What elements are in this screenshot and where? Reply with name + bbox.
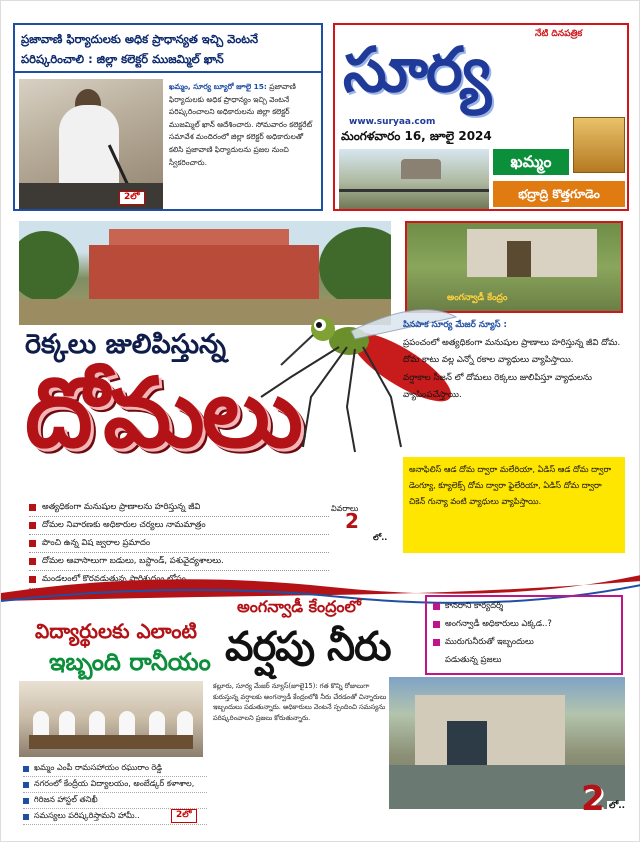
bullet-text: నగరంలో కేంద్రీయ విద్యాలయం, అంబేడ్కర్ కళాశాల, bbox=[34, 779, 195, 788]
bullet-text: కానరాని కార్యదర్శి bbox=[445, 599, 504, 610]
lead-kicker: రెక్కలు జులిపిస్తున్న bbox=[25, 329, 227, 360]
bullet-text: ఖమ్మం ఎంపీ రామసహాయం రఘురాం రెడ్డి bbox=[34, 763, 163, 772]
lead-byline: పినపాక సూర్య మేజర్ న్యూస్ : bbox=[403, 320, 507, 330]
building bbox=[415, 695, 565, 767]
bullet-square bbox=[23, 782, 29, 788]
bullet-square bbox=[29, 558, 36, 565]
fort bbox=[401, 159, 441, 179]
top-page-ref: 2లో bbox=[119, 191, 145, 205]
details-page-suffix: లో.. bbox=[373, 533, 388, 542]
bullet-square bbox=[29, 522, 36, 529]
bullet-square bbox=[23, 798, 29, 804]
bullet-text: సమస్యలు పరిష్కరిస్తామని హామీ.. bbox=[34, 811, 140, 820]
bullet-text: అత్యధికంగా మనుషుల ప్రాణాలను హరిస్తున్న జీవి bbox=[42, 501, 201, 511]
lead-paragraph: ప్రపంచంలో అత్యధికంగా మనుషుల ప్రాణాలు హరిస్తున్న జీవి దోమ. bbox=[403, 337, 621, 348]
right-story-headline-1: అంగన్వాడీ కేంద్రంలో bbox=[237, 597, 361, 616]
door bbox=[447, 721, 487, 767]
list-item bbox=[29, 535, 329, 553]
mosquito-proboscis bbox=[281, 335, 313, 365]
building-wall bbox=[467, 229, 597, 277]
details-page-number: 2 bbox=[345, 509, 359, 533]
bullet-square bbox=[23, 814, 29, 820]
top-story-body bbox=[169, 81, 319, 169]
collector-photo bbox=[19, 79, 163, 209]
railing bbox=[339, 189, 489, 192]
bullet-text: గిరిజన హాస్టల్ తనిఖీ bbox=[34, 795, 98, 804]
details-label: వివరాలు bbox=[331, 504, 359, 513]
yellow-highlight-box: అనాఫిలిస్ ఆడ దోమ ద్వారా మలేరియా, ఏడిస్ ఆడ దోమ ద్వారా డెంగ్యూ, క్యూలెక్స్ దోమ ద్వారా ఫైలేరియా, ఏడిస్ దోమ ద్వారా చికెన్ గున్యా వంటి వ్యాధులు వ్యాపిస్తాయి. bbox=[403, 457, 625, 553]
bullet-square bbox=[433, 639, 440, 646]
bullet-square bbox=[29, 504, 36, 511]
list-item bbox=[23, 761, 207, 777]
list-item bbox=[427, 651, 621, 669]
left-story-headline-2: ఇబ్బంది రానీయం bbox=[49, 647, 211, 676]
edition-secondary: భద్రాద్రి కొత్తగూడెం bbox=[493, 181, 625, 207]
bullet-text: మండలంలో కొరవడుతున్న పారిశుద్ధ్యం లోపం bbox=[42, 573, 186, 583]
masthead-date: మంగళవారం 16, జూలై 2024 bbox=[341, 129, 492, 143]
masthead-logo: సూర్య bbox=[343, 33, 490, 106]
right-page-number: 2 bbox=[581, 779, 605, 819]
temple-photo bbox=[573, 117, 625, 173]
bullet-text: అంగన్వాడీ అధికారులు ఎక్కడ..? bbox=[445, 617, 552, 628]
inspection-photo bbox=[19, 681, 203, 757]
mosquito-leg bbox=[303, 347, 347, 447]
list-item bbox=[23, 793, 207, 809]
right-story-highlights bbox=[425, 595, 623, 675]
tree bbox=[19, 231, 79, 301]
lead-body bbox=[403, 317, 625, 405]
list-item bbox=[427, 633, 621, 651]
top-story-headline: ప్రజావాణి ఫిర్యాదులకు అధిక ప్రాధాన్యత ఇచ్చి వెంటనే పరిష్కరించాలి : జిల్లా కలెక్టర్ ముజమ్మిల్ ఖాన్ bbox=[15, 25, 321, 73]
bullet-text: పొంచి ఉన్న విష జ్వరాల ప్రమాదం bbox=[42, 537, 151, 547]
edition-primary: ఖమ్మం bbox=[493, 149, 569, 175]
list-item bbox=[427, 615, 621, 633]
masthead-slogan: నేటి దినపత్రిక bbox=[535, 29, 583, 39]
top-story-dateline: ఖమ్మం, సూర్య బ్యూరో జూలై 15: bbox=[169, 82, 267, 91]
bullet-text: పడుతున్న ప్రజలు bbox=[445, 653, 502, 664]
bullet-square bbox=[29, 540, 36, 547]
list-item bbox=[23, 777, 207, 793]
bullet-text: మురుగునీరుతో ఇబ్బందులు bbox=[445, 635, 534, 646]
anganwadi-caption: అంగన్వాడీ కేంద్రం bbox=[447, 293, 508, 303]
top-story-text: ప్రజావాణి ఫిర్యాదులకు అధిక ప్రాధాన్యం ఇచ్చి వెంటనే పరిష్కరించాలని అధికారులను జిల్లా కలెక్టర్ ముజమ్మిల్ ఖాన్ ఆదేశించారు. సోమవారం కలెక్టరేట్ సమావేశ మందిరంలో జిల్లా కలెక్టర్ అధికారులతో కలిసి ప్రజావాణి ఫిర్యాదులను ప్రజల నుంచి స్వీకరించారు. bbox=[169, 82, 313, 167]
lead-paragraph: దోమ కాటు వల్ల ఎన్నో రకాల వ్యాధులు వ్యాపిస్తాయి. bbox=[403, 355, 574, 366]
mosquito-leg bbox=[347, 349, 355, 452]
masthead bbox=[333, 23, 629, 211]
mosquito-leg bbox=[261, 347, 339, 397]
bullet-square bbox=[433, 603, 440, 610]
bullet-text: దోమల నివారణకు అధికారుల చర్యలు నామమాత్రం bbox=[42, 519, 206, 529]
fort-photo bbox=[339, 149, 489, 209]
lead-paragraph: వర్షాకాల సీజన్ లో దోమలు రెక్కలు జులిపిస్తూ వ్యాధులను వ్యాపింపచేస్తాయి. bbox=[403, 372, 593, 401]
lead-title: దోమలు bbox=[25, 356, 300, 469]
door bbox=[507, 241, 531, 277]
top-story-box bbox=[13, 23, 323, 211]
right-story-body: కల్లూరు, సూర్య మేజర్ న్యూస్(జూలై15): గత కొన్ని రోజులుగా కురుస్తున్న వర్షాలకు అంగన్వాడీ కేంద్రంలోకి నీరు చేరడంతో చిన్నారులు ఇబ్బందులు పడుతున్నారు. అధికారులు వెంటనే స్పందించి సమస్యను పరిష్కరించాలని ప్రజలు కోరుతున్నారు. bbox=[213, 682, 387, 722]
bullet-text: దోమల ఆవాసాలుగా బడులు, బస్టాండ్, పశువైద్యశాలలు. bbox=[42, 555, 224, 565]
bullet-square bbox=[23, 766, 29, 772]
right-page-suffix: లో.. bbox=[609, 801, 626, 811]
left-story-headline-1: విద్యార్థులకు ఎలాంటి bbox=[35, 619, 197, 643]
bullet-square bbox=[433, 621, 440, 628]
list-item bbox=[427, 597, 621, 615]
list-item bbox=[29, 499, 329, 517]
table bbox=[29, 735, 193, 749]
right-story-headline-2: వర్షపు నీరు bbox=[225, 623, 391, 670]
list-item bbox=[29, 517, 329, 535]
masthead-url: www.suryaa.com bbox=[349, 117, 436, 127]
left-page-ref: 2లో bbox=[171, 809, 197, 823]
mosquito-pupil bbox=[316, 322, 322, 328]
